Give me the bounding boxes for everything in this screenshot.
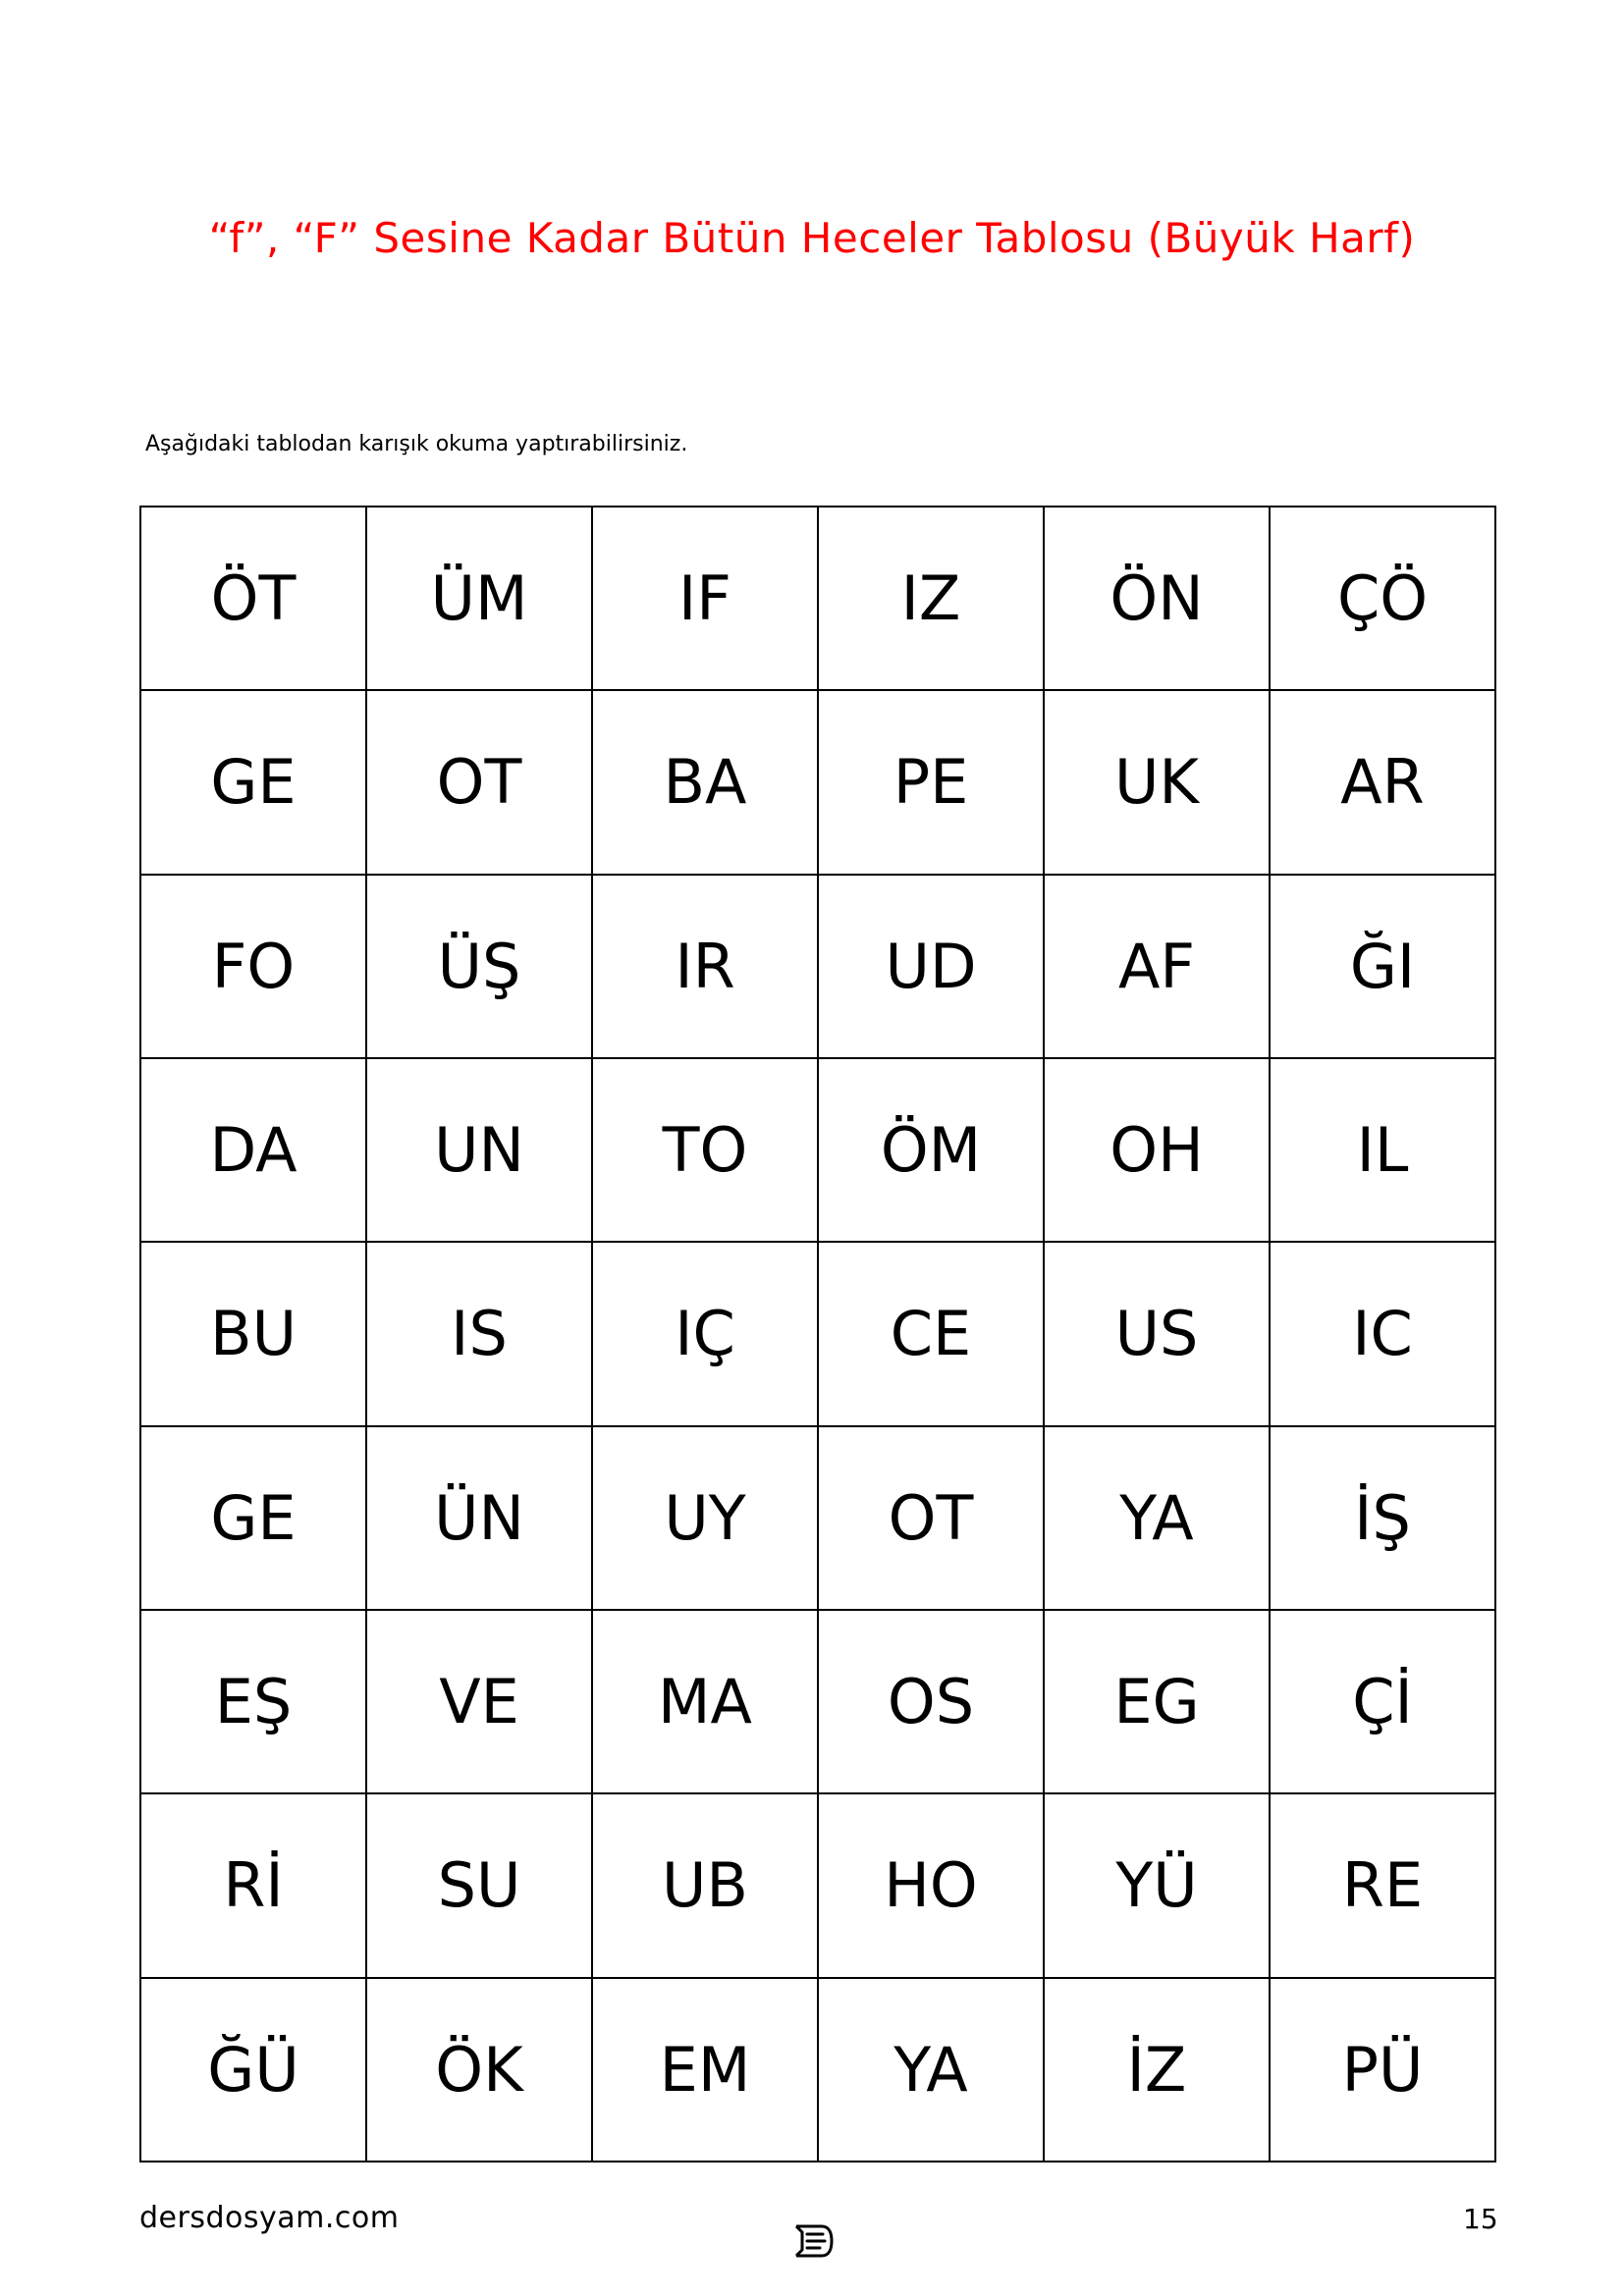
syllable-cell: UN [366,1058,592,1242]
syllable-cell: ÜŞ [366,875,592,1058]
syllable-cell: OS [818,1610,1044,1793]
syllable-cell: SU [366,1793,592,1977]
syllable-cell: ÇÖ [1270,507,1495,690]
syllable-cell: UB [592,1793,818,1977]
syllable-cell: UY [592,1426,818,1610]
syllable-cell: ÖM [818,1058,1044,1242]
syllable-cell: IF [592,507,818,690]
table-row [140,1058,1495,1242]
footer-site-name: dersdosyam.com [139,2201,400,2235]
syllable-cell: ÖN [1044,507,1270,690]
syllable-cell: TO [592,1058,818,1242]
syllable-cell: BU [140,1242,366,1425]
syllable-cell: CE [818,1242,1044,1425]
syllable-cell: OT [366,690,592,874]
syllable-cell: RE [1270,1793,1495,1977]
syllable-cell: MA [592,1610,818,1793]
table-row [140,690,1495,874]
syllable-cell: ÜM [366,507,592,690]
syllable-cell: YA [1044,1426,1270,1610]
page-number: 15 [1463,2203,1498,2235]
syllable-cell: GE [140,1426,366,1610]
syllable-cell: VE [366,1610,592,1793]
syllable-table-body [140,507,1495,2162]
syllable-cell: HO [818,1793,1044,1977]
syllable-cell: ĞI [1270,875,1495,1058]
syllable-cell: AF [1044,875,1270,1058]
syllable-cell: EM [592,1978,818,2162]
syllable-cell: Çİ [1270,1610,1495,1793]
syllable-cell: DA [140,1058,366,1242]
syllable-cell: Rİ [140,1793,366,1977]
syllable-cell: IC [1270,1242,1495,1425]
syllable-cell: İZ [1044,1978,1270,2162]
table-row [140,1793,1495,1977]
instruction-text: Aşağıdaki tablodan karışık okuma yaptırabilirsiniz. [145,432,688,456]
syllable-cell: GE [140,690,366,874]
syllable-cell: YÜ [1044,1793,1270,1977]
document-lines-icon [792,2220,836,2262]
syllable-cell: UD [818,875,1044,1058]
syllable-cell: UK [1044,690,1270,874]
syllable-table [139,506,1496,2163]
syllable-cell: PÜ [1270,1978,1495,2162]
syllable-cell: YA [818,1978,1044,2162]
syllable-cell: AR [1270,690,1495,874]
syllable-cell: OH [1044,1058,1270,1242]
page-title: “f”, “F” Sesine Kadar Bütün Heceler Tablosu (Büyük Harf) [208,214,1416,262]
table-row [140,1242,1495,1425]
syllable-cell: EŞ [140,1610,366,1793]
syllable-cell: ÖK [366,1978,592,2162]
syllable-cell: OT [818,1426,1044,1610]
syllable-cell: US [1044,1242,1270,1425]
syllable-cell: IS [366,1242,592,1425]
syllable-cell: ÖT [140,507,366,690]
syllable-cell: IR [592,875,818,1058]
syllable-cell: İŞ [1270,1426,1495,1610]
syllable-cell: IZ [818,507,1044,690]
syllable-cell: FO [140,875,366,1058]
syllable-cell: EG [1044,1610,1270,1793]
syllable-cell: BA [592,690,818,874]
table-row [140,507,1495,690]
table-row [140,875,1495,1058]
table-row [140,1426,1495,1610]
syllable-cell: IL [1270,1058,1495,1242]
syllable-cell: ĞÜ [140,1978,366,2162]
syllable-cell: ÜN [366,1426,592,1610]
table-row [140,1978,1495,2162]
syllable-cell: IÇ [592,1242,818,1425]
syllable-cell: PE [818,690,1044,874]
table-row [140,1610,1495,1793]
